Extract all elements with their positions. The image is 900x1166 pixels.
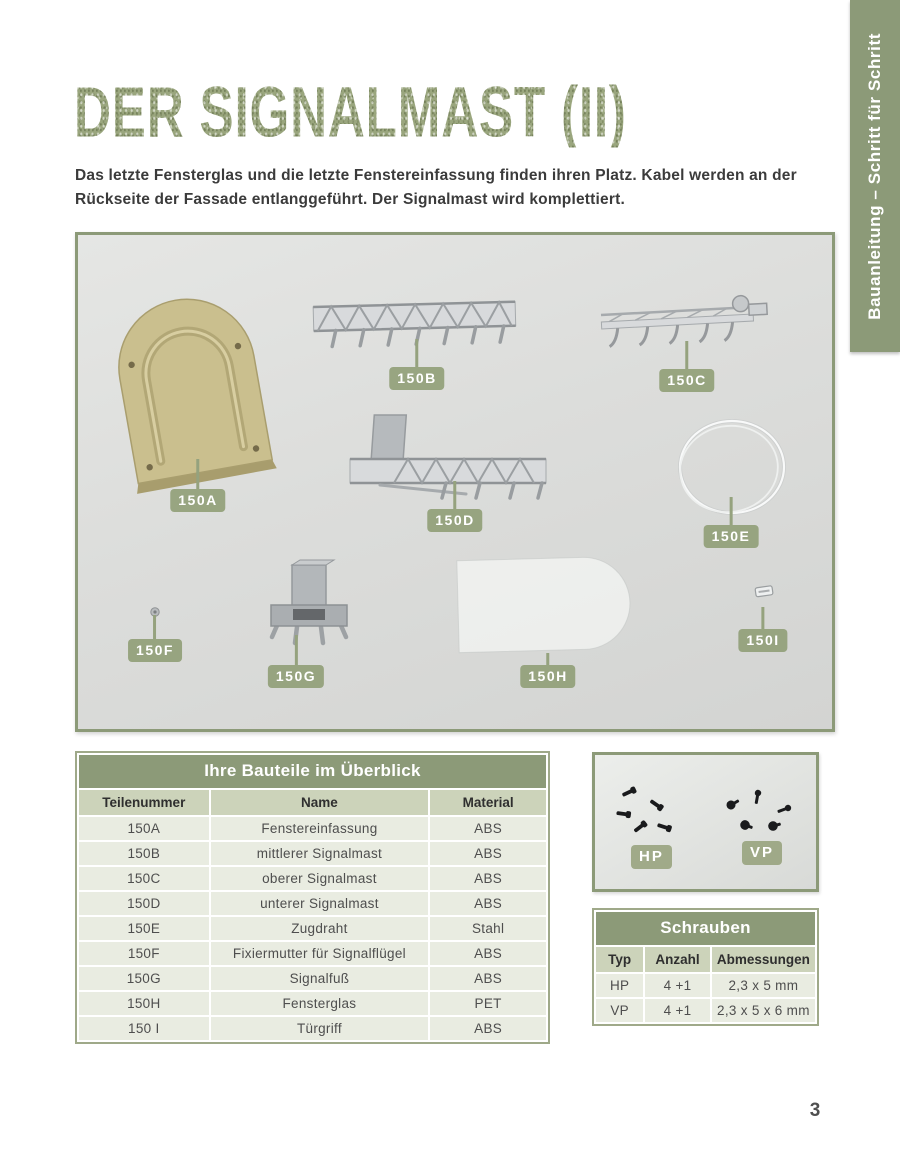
table-cell: Türgriff bbox=[211, 1017, 429, 1040]
label-stem-icon bbox=[729, 497, 732, 525]
table-cell: ABS bbox=[430, 892, 546, 915]
table-cell: 2,3 x 5 mm bbox=[712, 974, 815, 997]
part-150g-signalfuss-icon bbox=[271, 560, 347, 643]
column-header: Teilenummer bbox=[79, 790, 209, 815]
screws-photo bbox=[592, 752, 819, 892]
table-cell: PET bbox=[430, 992, 546, 1015]
table-cell: Zugdraht bbox=[211, 917, 429, 940]
table-cell: 2,3 x 5 x 6 mm bbox=[712, 999, 815, 1022]
table-cell: 150G bbox=[79, 967, 209, 990]
page-subtitle: Das letzte Fensterglas und die letzte Fenstereinfassung finden ihren Platz. Kabel werden an der Rückseite der Fassade entlanggeführt. Der Signalmast wird komplettiert. bbox=[75, 167, 797, 208]
table-cell: 4 +1 bbox=[645, 999, 710, 1022]
label-badge: 150H bbox=[520, 665, 575, 688]
table-cell: Signalfuß bbox=[211, 967, 429, 990]
label-badge: 150B bbox=[389, 367, 444, 390]
table-cell: ABS bbox=[430, 842, 546, 865]
column-header: Typ bbox=[596, 947, 643, 972]
table-cell: unterer Signalmast bbox=[211, 892, 429, 915]
table-row bbox=[79, 917, 546, 940]
part-label-150i bbox=[738, 607, 787, 652]
part-label-150a bbox=[170, 459, 225, 512]
label-badge: 150D bbox=[427, 509, 482, 532]
parts-table-title: Ihre Bauteile im Überblick bbox=[79, 755, 546, 788]
part-label-150e bbox=[704, 497, 759, 548]
label-stem-icon bbox=[153, 615, 156, 639]
table-row bbox=[596, 999, 815, 1022]
column-header: Abmessungen bbox=[712, 947, 815, 972]
table-cell: 150A bbox=[79, 817, 209, 840]
label-badge: 150G bbox=[268, 665, 324, 688]
table-row bbox=[79, 992, 546, 1015]
label-badge: 150A bbox=[170, 489, 225, 512]
part-label-150d bbox=[427, 481, 482, 532]
table-row bbox=[596, 974, 815, 997]
hp-screws-icon bbox=[617, 787, 672, 834]
page-number: 3 bbox=[809, 1100, 821, 1121]
label-stem-icon bbox=[686, 341, 689, 369]
part-label-150c bbox=[659, 341, 714, 392]
table-cell: Fensterglas bbox=[211, 992, 429, 1015]
label-badge: 150F bbox=[128, 639, 182, 662]
table-row bbox=[79, 942, 546, 965]
label-stem-icon bbox=[197, 459, 200, 489]
column-header: Name bbox=[211, 790, 429, 815]
table-row bbox=[79, 817, 546, 840]
screw-label-hp: HP bbox=[631, 845, 672, 869]
column-header: Anzahl bbox=[645, 947, 710, 972]
header-row bbox=[596, 947, 815, 972]
table-cell: 150E bbox=[79, 917, 209, 940]
label-badge: 150C bbox=[659, 369, 714, 392]
part-label-150g bbox=[268, 635, 324, 688]
parts-table bbox=[75, 751, 550, 1044]
label-stem-icon bbox=[416, 339, 419, 367]
table-cell: ABS bbox=[430, 942, 546, 965]
side-banner-text: Bauanleitung – Schritt für Schritt bbox=[865, 32, 884, 320]
parts-photo bbox=[75, 232, 835, 732]
table-cell: VP bbox=[596, 999, 643, 1022]
parts-table-grid bbox=[77, 788, 548, 1042]
table-cell: 4 +1 bbox=[645, 974, 710, 997]
table-cell: ABS bbox=[430, 1017, 546, 1040]
table-cell: Fixiermutter für Signalflügel bbox=[211, 942, 429, 965]
label-stem-icon bbox=[295, 635, 298, 665]
part-150i-tuergriff-icon bbox=[755, 586, 773, 597]
table-cell: 150B bbox=[79, 842, 209, 865]
part-150h-fensterglas-icon bbox=[457, 556, 631, 652]
table-cell: ABS bbox=[430, 817, 546, 840]
screws-illustration bbox=[595, 755, 816, 889]
page-title: DER SIGNALMAST (II) bbox=[74, 71, 627, 153]
table-row bbox=[79, 867, 546, 890]
table-cell: ABS bbox=[430, 967, 546, 990]
table-row bbox=[79, 1017, 546, 1040]
label-badge: 150I bbox=[738, 629, 787, 652]
table-row bbox=[79, 967, 546, 990]
table-cell: 150H bbox=[79, 992, 209, 1015]
screws-table-title: Schrauben bbox=[596, 912, 815, 945]
header-row bbox=[79, 790, 546, 815]
table-cell: 150 I bbox=[79, 1017, 209, 1040]
table-cell: 150C bbox=[79, 867, 209, 890]
table-cell: oberer Signalmast bbox=[211, 867, 429, 890]
label-stem-icon bbox=[547, 653, 550, 665]
table-row bbox=[79, 842, 546, 865]
part-label-150f bbox=[128, 615, 182, 662]
table-cell: HP bbox=[596, 974, 643, 997]
table-cell: 150D bbox=[79, 892, 209, 915]
part-label-150h bbox=[520, 653, 575, 688]
part-150c-oberer-signalmast-icon bbox=[600, 294, 768, 347]
table-cell: Stahl bbox=[430, 917, 546, 940]
screw-label-vp: VP bbox=[742, 841, 782, 865]
table-cell: 150F bbox=[79, 942, 209, 965]
part-label-150b bbox=[389, 339, 444, 390]
label-stem-icon bbox=[454, 481, 457, 509]
column-header: Material bbox=[430, 790, 546, 815]
table-row bbox=[79, 892, 546, 915]
table-cell: mittlerer Signalmast bbox=[211, 842, 429, 865]
side-banner bbox=[850, 0, 900, 352]
screws-table bbox=[592, 908, 819, 1026]
screws-table-grid bbox=[594, 945, 817, 1024]
table-cell: Fenstereinfassung bbox=[211, 817, 429, 840]
label-stem-icon bbox=[762, 607, 765, 629]
label-badge: 150E bbox=[704, 525, 759, 548]
vp-screws-icon bbox=[725, 789, 792, 832]
table-cell: ABS bbox=[430, 867, 546, 890]
